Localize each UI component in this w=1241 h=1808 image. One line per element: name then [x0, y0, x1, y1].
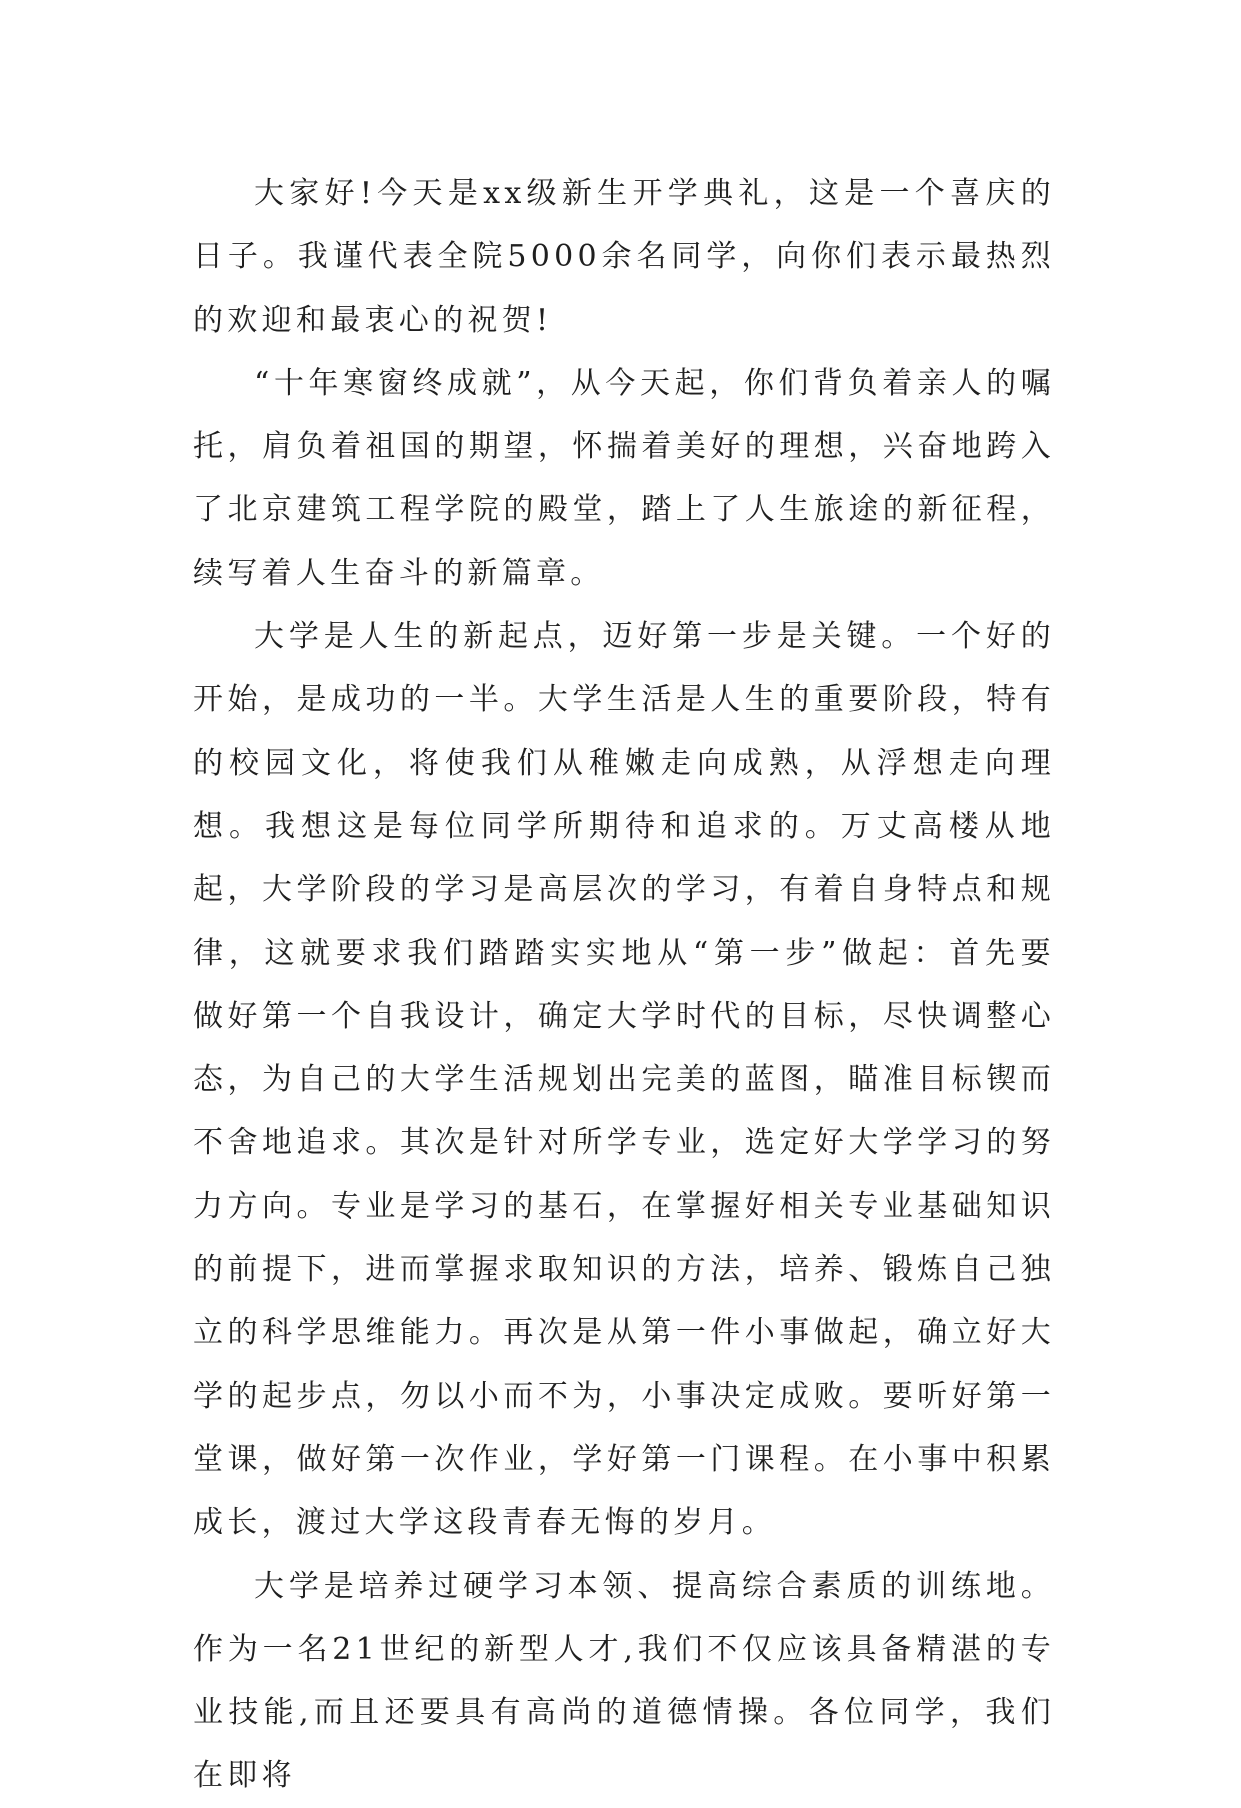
speech-body: [193, 162, 1055, 1808]
paragraph-ten-years: “十年寒窗终成就”，从今天起，你们背负着亲人的嘱托，肩负着祖国的期望，怀揣着美好的理想，兴奋地跨入了北京建筑工程学院的殿堂，踏上了人生旅途的新征程，续写着人生奋斗的新篇章。: [193, 365, 1055, 591]
paragraph-greeting: 大家好!今天是xx级新生开学典礼，这是一个喜庆的日子。我谨代表全院5000余名同学，向你们表示最热烈的欢迎和最衷心的祝贺!: [193, 176, 1055, 338]
paragraph-training-ground: 大学是培养过硬学习本领、提高综合素质的训练地。作为一名21世纪的新型人才,我们不仅应该具备精湛的专业技能,而且还要具有高尚的道德情操。各位同学，我们在即将: [193, 1568, 1055, 1794]
paragraph-first-step: 大学是人生的新起点，迈好第一步是关键。一个好的开始，是成功的一半。大学生活是人生的重要阶段，特有的校园文化，将使我们从稚嫩走向成熟，从浮想走向理想。我想这是每位同学所期待和追求的。万丈高楼从地起，大学阶段的学习是高层次的学习，有着自身特点和规律，这就要求我们踏踏实实地从“第一步”做起：首先要做好第一个自我设计，确定大学时代的目标，尽快调整心态，为自己的大学生活规划出完美的蓝图，瞄准目标锲而不舍地追求。其次是针对所学专业，选定好大学学习的努力方向。专业是学习的基石，在掌握好相关专业基础知识的前提下，进而掌握求取知识的方法，培养、锻炼自己独立的科学思维能力。再次是从第一件小事做起，确立好大学的起步点，勿以小而不为，小事决定成败。要听好第一堂课，做好第一次作业，学好第一门课程。在小事中积累成长，渡过大学这段青春无悔的岁月。: [193, 619, 1055, 1541]
